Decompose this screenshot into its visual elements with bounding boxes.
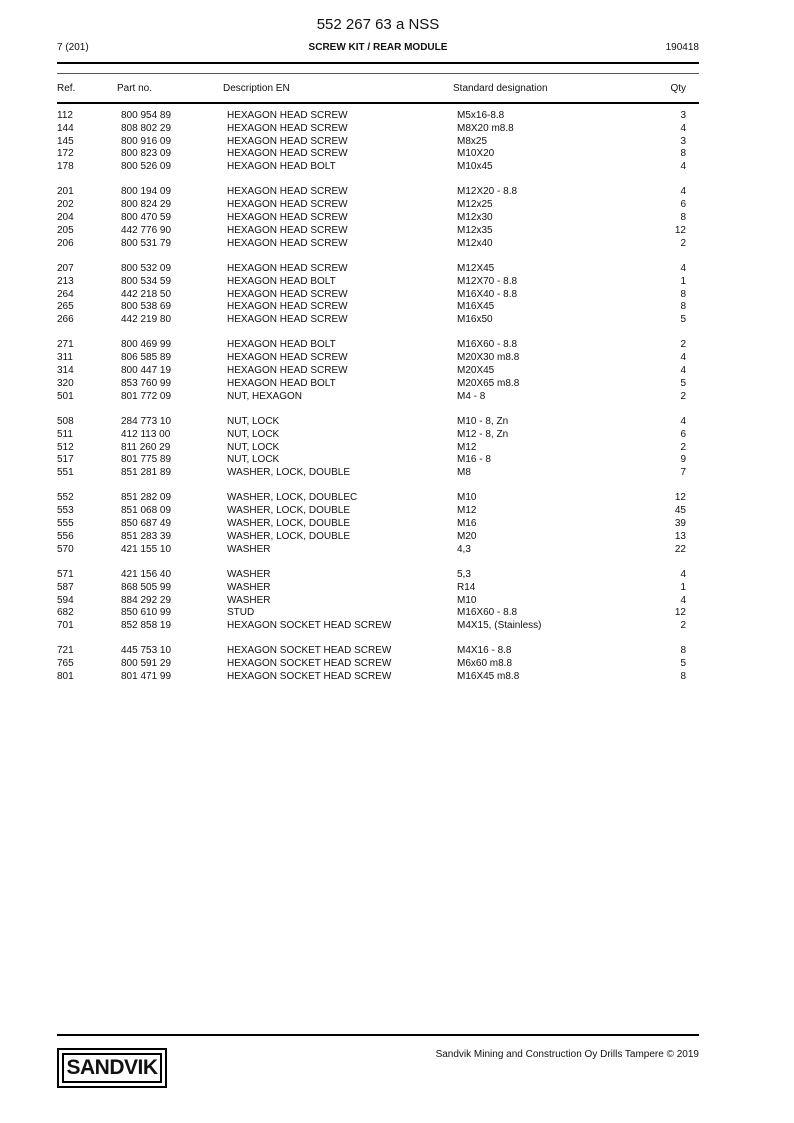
- cell-qty: 4: [680, 352, 686, 364]
- cell-standard: R14: [457, 581, 476, 593]
- cell-ref: 701: [57, 620, 74, 632]
- cell-qty: 8: [680, 301, 686, 313]
- cell-standard: M20X65 m8.8: [457, 377, 520, 389]
- table-row: [57, 518, 686, 531]
- table-row: [57, 225, 686, 238]
- cell-description: HEXAGON HEAD SCREW: [227, 148, 348, 160]
- table-row: [57, 289, 686, 302]
- cell-standard: M16x50: [457, 314, 493, 326]
- cell-standard: M8x25: [457, 135, 488, 147]
- cell-qty: 8: [680, 212, 686, 224]
- cell-part-no: 801 772 09: [121, 390, 172, 402]
- cell-qty: 12: [674, 224, 686, 236]
- cell-part-no: 801 775 89: [121, 454, 172, 466]
- cell-standard: M16: [457, 518, 477, 530]
- cell-qty: 2: [680, 390, 686, 402]
- cell-standard: M16 - 8: [457, 454, 491, 466]
- group-spacer: [57, 556, 686, 569]
- cell-ref: 511: [57, 428, 73, 440]
- cell-qty: 12: [674, 492, 686, 504]
- cell-standard: M20X45: [457, 365, 495, 377]
- cell-description: HEXAGON HEAD BOLT: [227, 275, 336, 287]
- cell-part-no: 442 218 50: [121, 288, 172, 300]
- table-row: [57, 620, 686, 633]
- page-number: 7 (201): [57, 42, 89, 53]
- cell-part-no: 800 469 99: [121, 339, 172, 351]
- table-row: [57, 339, 686, 352]
- cell-description: WASHER: [227, 594, 271, 606]
- cell-qty: 3: [680, 135, 686, 147]
- cell-part-no: 800 447 19: [121, 365, 172, 377]
- document-number: 552 267 63 a NSS: [316, 16, 440, 33]
- cell-description: HEXAGON HEAD SCREW: [227, 135, 348, 147]
- table-row: [57, 352, 686, 365]
- cell-description: HEXAGON HEAD BOLT: [227, 339, 336, 351]
- cell-standard: M4 - 8: [457, 390, 486, 402]
- cell-ref: 213: [57, 275, 74, 287]
- cell-description: HEXAGON HEAD SCREW: [227, 110, 348, 121]
- cell-ref: 314: [57, 365, 74, 377]
- cell-standard: M12x40: [457, 237, 493, 249]
- group-spacer: [57, 327, 686, 340]
- cell-standard: M10: [457, 594, 477, 606]
- cell-ref: 202: [57, 199, 74, 211]
- cell-ref: 501: [57, 390, 74, 402]
- cell-ref: 721: [57, 645, 74, 657]
- cell-description: HEXAGON SOCKET HEAD SCREW: [227, 670, 392, 682]
- cell-ref: 571: [57, 568, 74, 580]
- table-row: [57, 263, 686, 276]
- table-row: [57, 595, 686, 608]
- cell-part-no: 800 531 79: [121, 237, 172, 249]
- cell-part-no: 800 954 89: [121, 110, 172, 121]
- cell-standard: M12x35: [457, 224, 493, 236]
- table-row: [57, 454, 686, 467]
- table-row: [57, 544, 686, 557]
- cell-ref: 587: [57, 581, 74, 593]
- cell-qty: 22: [674, 543, 686, 555]
- cell-qty: 2: [680, 620, 686, 632]
- cell-ref: 204: [57, 212, 74, 224]
- cell-standard: M10X20: [457, 148, 495, 160]
- document-code: 190418: [665, 42, 699, 53]
- cell-ref: 266: [57, 314, 74, 326]
- cell-ref: 553: [57, 505, 74, 517]
- cell-ref: 512: [57, 441, 74, 453]
- table-row: [57, 136, 686, 149]
- cell-part-no: 800 194 09: [121, 186, 172, 198]
- cell-description: HEXAGON HEAD SCREW: [227, 365, 348, 377]
- column-header-bottom-divider: [57, 102, 699, 104]
- table-row: [57, 378, 686, 391]
- cell-part-no: 800 470 59: [121, 212, 172, 224]
- cell-qty: 4: [680, 186, 686, 198]
- cell-description: HEXAGON HEAD SCREW: [227, 199, 348, 211]
- cell-part-no: 800 823 09: [121, 148, 172, 160]
- cell-part-no: 853 760 99: [121, 377, 172, 389]
- cell-description: HEXAGON HEAD SCREW: [227, 186, 348, 198]
- cell-standard: M8: [457, 467, 471, 479]
- cell-standard: M10x45: [457, 161, 493, 173]
- cell-ref: 206: [57, 237, 74, 249]
- cell-part-no: 884 292 29: [121, 594, 172, 606]
- footer-divider: [57, 1034, 699, 1036]
- cell-part-no: 800 591 29: [121, 658, 172, 670]
- cell-qty: 3: [680, 110, 686, 121]
- column-header-standard: Standard designation: [453, 83, 548, 94]
- group-spacer: [57, 403, 686, 416]
- cell-description: HEXAGON SOCKET HEAD SCREW: [227, 645, 392, 657]
- cell-description: NUT, LOCK: [227, 454, 280, 466]
- cell-ref: 201: [57, 186, 74, 198]
- cell-ref: 144: [57, 122, 74, 134]
- cell-description: HEXAGON HEAD BOLT: [227, 377, 336, 389]
- footer-copyright: Sandvik Mining and Construction Oy Drills Tampere © 2019: [435, 1049, 699, 1060]
- cell-standard: M12: [457, 441, 477, 453]
- cell-description: HEXAGON HEAD SCREW: [227, 352, 348, 364]
- table-row: [57, 123, 686, 136]
- cell-standard: M12X20 - 8.8: [457, 186, 518, 198]
- cell-qty: 45: [674, 505, 686, 517]
- table-row: [57, 314, 686, 327]
- table-row: [57, 645, 686, 658]
- cell-part-no: 851 068 09: [121, 505, 172, 517]
- cell-qty: 8: [680, 645, 686, 657]
- cell-qty: 4: [680, 122, 686, 134]
- cell-qty: 2: [680, 339, 686, 351]
- cell-standard: M16X60 - 8.8: [457, 607, 518, 619]
- cell-part-no: 850 687 49: [121, 518, 172, 530]
- cell-description: HEXAGON SOCKET HEAD SCREW: [227, 658, 392, 670]
- cell-description: NUT, LOCK: [227, 441, 280, 453]
- table-row: [57, 365, 686, 378]
- cell-part-no: 850 610 99: [121, 607, 172, 619]
- cell-ref: 801: [57, 670, 74, 682]
- cell-standard: M12x25: [457, 199, 493, 211]
- cell-ref: 112: [57, 110, 73, 121]
- cell-ref: 264: [57, 288, 74, 300]
- cell-description: HEXAGON HEAD BOLT: [227, 161, 336, 173]
- cell-qty: 8: [680, 148, 686, 160]
- table-row: [57, 391, 686, 404]
- cell-description: HEXAGON HEAD SCREW: [227, 237, 348, 249]
- cell-ref: 205: [57, 224, 74, 236]
- cell-ref: 594: [57, 594, 74, 606]
- cell-standard: M10 - 8, Zn: [457, 415, 509, 427]
- cell-qty: 5: [680, 658, 686, 670]
- cell-ref: 765: [57, 658, 74, 670]
- cell-description: WASHER, LOCK, DOUBLE: [227, 518, 350, 530]
- cell-description: HEXAGON HEAD SCREW: [227, 122, 348, 134]
- cell-ref: 207: [57, 262, 74, 274]
- cell-description: WASHER, LOCK, DOUBLE: [227, 467, 350, 479]
- cell-description: WASHER: [227, 568, 271, 580]
- table-row: [57, 671, 686, 684]
- cell-description: WASHER: [227, 543, 271, 555]
- cell-ref: 517: [57, 454, 74, 466]
- cell-qty: 39: [674, 518, 686, 530]
- cell-part-no: 852 858 19: [121, 620, 172, 632]
- page-title: SCREW KIT / REAR MODULE: [308, 42, 448, 53]
- cell-qty: 1: [680, 275, 686, 287]
- cell-description: HEXAGON HEAD SCREW: [227, 288, 348, 300]
- table-row: [57, 607, 686, 620]
- cell-part-no: 811 260 29: [121, 441, 171, 453]
- table-row: [57, 442, 686, 455]
- cell-part-no: 800 532 09: [121, 262, 172, 274]
- table-row: [57, 161, 686, 174]
- cell-ref: 682: [57, 607, 74, 619]
- table-row: [57, 531, 686, 544]
- table-row: [57, 505, 686, 518]
- sandvik-logo: [57, 1048, 167, 1088]
- cell-standard: M10: [457, 492, 477, 504]
- cell-qty: 13: [674, 530, 686, 542]
- cell-description: HEXAGON HEAD SCREW: [227, 212, 348, 224]
- cell-standard: M4X16 - 8.8: [457, 645, 512, 657]
- cell-standard: M16X45 m8.8: [457, 670, 520, 682]
- cell-standard: 5,3: [457, 568, 471, 580]
- cell-standard: M12X70 - 8.8: [457, 275, 518, 287]
- table-row: [57, 110, 686, 123]
- cell-standard: M20: [457, 530, 477, 542]
- cell-ref: 145: [57, 135, 74, 147]
- cell-standard: M4X15, (Stainless): [457, 620, 542, 632]
- cell-description: NUT, HEXAGON: [227, 390, 303, 402]
- cell-part-no: 808 802 29: [121, 122, 172, 134]
- header-divider: [57, 62, 699, 64]
- cell-part-no: 868 505 99: [121, 581, 172, 593]
- cell-ref: 265: [57, 301, 74, 313]
- cell-part-no: 445 753 10: [121, 645, 172, 657]
- sandvik-logo-text: SANDVIK: [62, 1053, 162, 1083]
- cell-qty: 8: [680, 288, 686, 300]
- cell-standard: M12x30: [457, 212, 493, 224]
- cell-qty: 2: [680, 237, 686, 249]
- table-row: [57, 582, 686, 595]
- cell-part-no: 801 471 99: [121, 670, 172, 682]
- cell-part-no: 412 113 00: [121, 428, 171, 440]
- cell-standard: M5x16-8.8: [457, 110, 505, 121]
- cell-description: HEXAGON SOCKET HEAD SCREW: [227, 620, 392, 632]
- cell-description: WASHER, LOCK, DOUBLEC: [227, 492, 358, 504]
- cell-description: HEXAGON HEAD SCREW: [227, 224, 348, 236]
- table-row: [57, 199, 686, 212]
- group-spacer: [57, 480, 686, 493]
- table-row: [57, 569, 686, 582]
- column-header-ref: Ref.: [57, 83, 76, 94]
- cell-part-no: 800 534 59: [121, 275, 172, 287]
- group-spacer: [57, 633, 686, 646]
- cell-part-no: 851 283 39: [121, 530, 172, 542]
- cell-part-no: 800 526 09: [121, 161, 172, 173]
- table-row: [57, 416, 686, 429]
- cell-standard: M12X45: [457, 262, 495, 274]
- cell-standard: M8X20 m8.8: [457, 122, 514, 134]
- cell-qty: 5: [680, 377, 686, 389]
- table-row: [57, 492, 686, 505]
- cell-part-no: 442 219 80: [121, 314, 172, 326]
- cell-description: HEXAGON HEAD SCREW: [227, 262, 348, 274]
- cell-qty: 4: [680, 415, 686, 427]
- cell-part-no: 851 281 89: [121, 467, 172, 479]
- table-row: [57, 658, 686, 671]
- cell-standard: M16X40 - 8.8: [457, 288, 518, 300]
- cell-standard: M12: [457, 505, 477, 517]
- cell-description: STUD: [227, 607, 255, 619]
- table-row: [57, 429, 686, 442]
- cell-ref: 271: [57, 339, 74, 351]
- cell-ref: 508: [57, 415, 74, 427]
- cell-qty: 4: [680, 568, 686, 580]
- cell-ref: 178: [57, 161, 74, 173]
- parts-table: [57, 110, 686, 684]
- cell-qty: 12: [674, 607, 686, 619]
- cell-standard: M6x60 m8.8: [457, 658, 513, 670]
- cell-part-no: 442 776 90: [121, 224, 172, 236]
- cell-part-no: 421 156 40: [121, 568, 172, 580]
- cell-description: NUT, LOCK: [227, 428, 280, 440]
- table-row: [57, 148, 686, 161]
- cell-qty: 8: [680, 670, 686, 682]
- cell-part-no: 800 916 09: [121, 135, 172, 147]
- cell-qty: 1: [680, 581, 686, 593]
- table-row: [57, 186, 686, 199]
- cell-ref: 551: [57, 467, 74, 479]
- table-row: [57, 276, 686, 289]
- cell-qty: 7: [680, 467, 686, 479]
- cell-ref: 555: [57, 518, 74, 530]
- cell-ref: 556: [57, 530, 74, 542]
- cell-qty: 9: [680, 454, 686, 466]
- cell-description: HEXAGON HEAD SCREW: [227, 314, 348, 326]
- column-header-description: Description EN: [223, 83, 290, 94]
- cell-standard: 4,3: [457, 543, 471, 555]
- cell-qty: 4: [680, 161, 686, 173]
- parts-table-body: [57, 110, 686, 684]
- cell-part-no: 851 282 09: [121, 492, 172, 504]
- table-row: [57, 238, 686, 251]
- cell-part-no: 800 824 29: [121, 199, 172, 211]
- cell-part-no: 806 585 89: [121, 352, 172, 364]
- cell-description: HEXAGON HEAD SCREW: [227, 301, 348, 313]
- cell-standard: M16X60 - 8.8: [457, 339, 518, 351]
- cell-part-no: 421 155 10: [121, 543, 172, 555]
- group-spacer: [57, 174, 686, 187]
- table-row: [57, 467, 686, 480]
- column-header-part-no: Part no.: [117, 83, 153, 94]
- cell-description: WASHER, LOCK, DOUBLE: [227, 505, 350, 517]
- cell-standard: M20X30 m8.8: [457, 352, 520, 364]
- table-row: [57, 301, 686, 314]
- cell-qty: 6: [680, 428, 686, 440]
- cell-qty: 6: [680, 199, 686, 211]
- group-spacer: [57, 250, 686, 263]
- column-header-top-divider: [57, 73, 699, 74]
- cell-standard: M12 - 8, Zn: [457, 428, 509, 440]
- cell-qty: 2: [680, 441, 686, 453]
- cell-part-no: 284 773 10: [121, 415, 172, 427]
- cell-qty: 4: [680, 365, 686, 377]
- cell-ref: 172: [57, 148, 74, 160]
- cell-part-no: 800 538 69: [121, 301, 172, 313]
- cell-standard: M16X45: [457, 301, 495, 313]
- cell-qty: 4: [680, 262, 686, 274]
- cell-description: WASHER: [227, 581, 271, 593]
- column-header-qty: Qty: [670, 83, 686, 94]
- cell-description: WASHER, LOCK, DOUBLE: [227, 530, 350, 542]
- table-row: [57, 212, 686, 225]
- cell-ref: 320: [57, 377, 74, 389]
- cell-qty: 4: [680, 594, 686, 606]
- cell-description: NUT, LOCK: [227, 415, 280, 427]
- cell-ref: 311: [57, 352, 73, 364]
- cell-qty: 5: [680, 314, 686, 326]
- cell-ref: 552: [57, 492, 74, 504]
- cell-ref: 570: [57, 543, 74, 555]
